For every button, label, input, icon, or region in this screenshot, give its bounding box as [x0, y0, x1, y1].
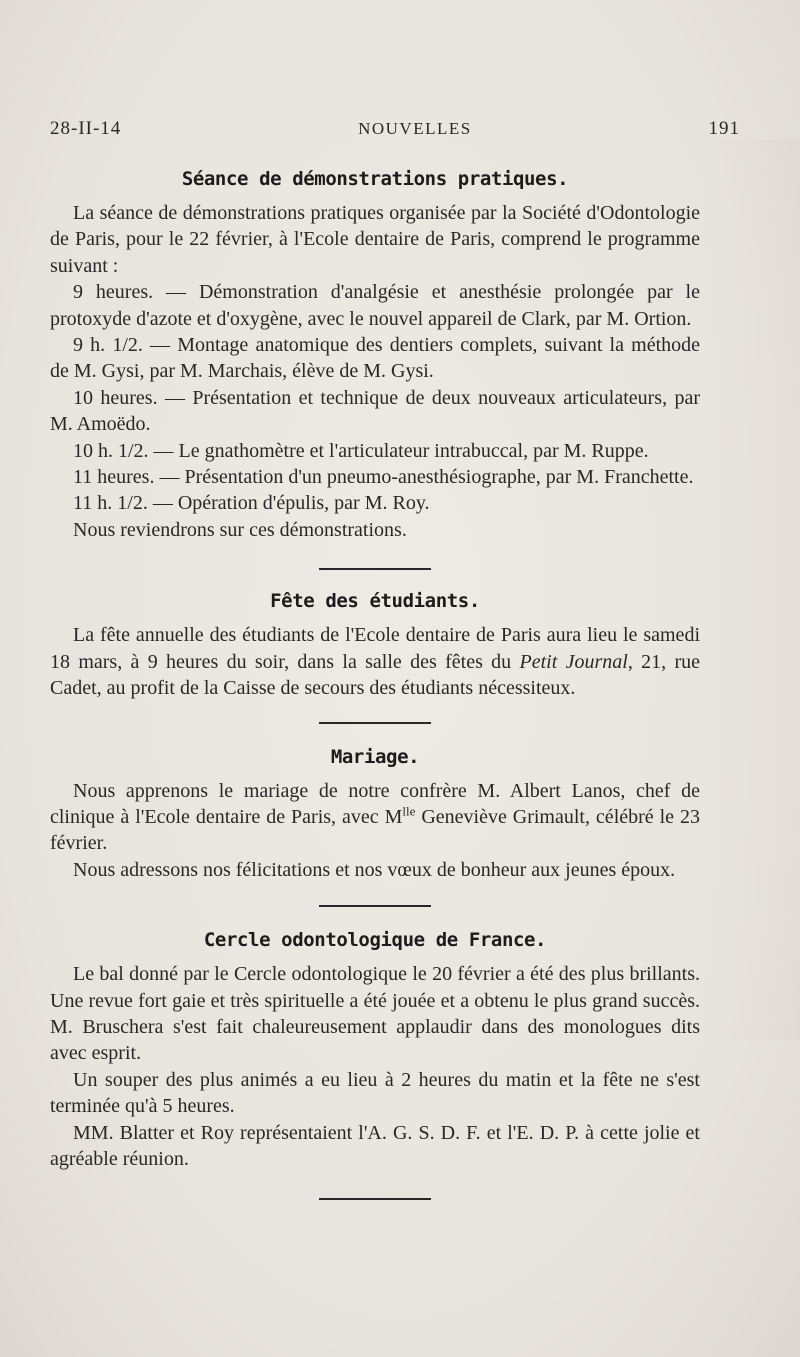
running-head — [50, 118, 740, 140]
section-title-mariage: Mariage. — [330, 745, 420, 768]
header-section-title: NOUVELLES — [358, 119, 472, 138]
paragraph: 10 h. 1/2. — Le gnathomètre et l'articulateur intrabuccal, par M. Ruppe. — [73, 439, 649, 462]
paragraph-text: , 21, rue Cadet, au profit de la Caisse de secours des étudiants nécessiteux. — [50, 650, 700, 700]
paragraph: La séance de démonstrations pratiques organisée par la Société d'Odontologie de Paris, pour le 22 février, à l'Ecole dentaire de Paris, comprend le programme suivant : — [50, 202, 700, 277]
article-body — [50, 168, 700, 1200]
paragraph-text: La fête annuelle des étudiants de l'Ecole dentaire de Paris aura lieu le samedi 18 mars, à 9 heures du soir, dans la salle des fêtes du — [50, 624, 700, 673]
page-number: 191 — [708, 118, 740, 139]
paragraph: Un souper des plus animés a eu lieu à 2 heures du matin et la fête ne s'est terminée qu'à 5 heures. — [50, 1068, 700, 1118]
section-title-cercle: Cercle odontologique de France. — [203, 929, 547, 952]
paragraph: 9 heures. — Démonstration d'analgésie et anesthésie prolongée par le protoxyde d'azote et d'oxygène, avec le nouvel appareil de Clark, par M. Ortion. — [50, 281, 700, 330]
paragraph-text: Nous apprenons le mariage de notre confrère M. Albert Lanos, chef de clinique à l'Ecole dentaire de Paris, avec M — [50, 779, 700, 828]
section-divider — [319, 722, 431, 724]
paragraph-text: Geneviève Grimault, célébré le 23 février. — [50, 805, 700, 855]
paragraph: 11 heures. — Présentation d'un pneumo-anesthésiographe, par M. Franchette. — [73, 466, 694, 489]
paragraph — [50, 778, 700, 857]
superscript: lle — [402, 803, 416, 819]
section-title-demonstrations: Séance de démonstrations pratiques. — [181, 168, 569, 190]
paragraph: 11 h. 1/2. — Opération d'épulis, par M. Roy. — [73, 492, 430, 515]
section-divider — [319, 1198, 431, 1200]
section-title-fete: Fête des étudiants. — [270, 590, 480, 613]
paragraph: Nous adressons nos félicitations et nos vœux de bonheur aux jeunes époux. — [73, 858, 676, 881]
paragraph — [50, 622, 700, 701]
paragraph: 9 h. 1/2. — Montage anatomique des dentiers complets, suivant la méthode de M. Gysi, par M. Marchais, élève de M. Gysi. — [50, 334, 700, 383]
paragraph: MM. Blatter et Roy représentaient l'A. G. S. D. F. et l'E. D. P. à cette jolie et agréable réunion. — [50, 1121, 700, 1170]
paper-shading — [700, 140, 800, 1040]
paragraph: Le bal donné par le Cercle odontologique le 20 février a été des plus brillants. Une revue fort gaie et très spirituelle a été jouée et a obtenu le plus grand succès. M. Bruschera s'est fait chaleureusement applaudir dans des monologues dits avec esprit. — [50, 963, 700, 1065]
section-divider — [319, 568, 431, 570]
newspaper-title: Petit Journal — [519, 650, 628, 673]
paragraph: 10 heures. — Présentation et technique de deux nouveaux articulateurs, par M. Amoëdo. — [50, 386, 700, 436]
paragraph: Nous reviendrons sur ces démonstrations. — [73, 518, 407, 541]
section-divider — [319, 905, 431, 907]
header-date: 28-II-14 — [50, 118, 122, 139]
